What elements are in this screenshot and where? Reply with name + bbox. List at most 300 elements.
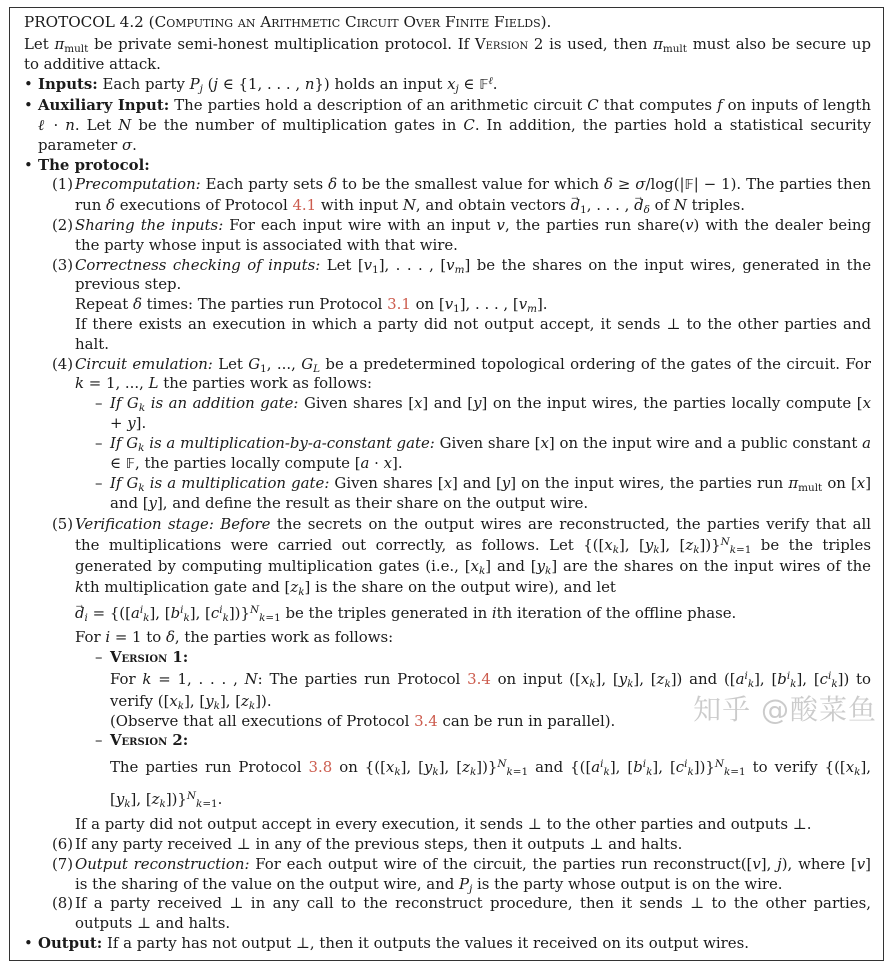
list-marker: (1) <box>52 175 74 194</box>
text-run: ] on the input wire and a public constant <box>548 433 863 452</box>
text-run: ≥ <box>612 175 636 194</box>
text-run: can be run in parallel). <box>437 711 616 730</box>
text-run: n <box>304 75 315 94</box>
text-run: ], <box>760 854 778 873</box>
text-run: ] and [ <box>485 556 537 575</box>
text-run: c <box>675 758 685 777</box>
list-marker: (8) <box>52 894 74 913</box>
text-run: z <box>290 577 299 596</box>
protocol-reference: 4.1 <box>292 196 317 215</box>
text-run: on inputs of length <box>722 96 871 115</box>
text-run: th iteration of the offline phase. <box>496 603 737 622</box>
text-run: k <box>159 798 166 811</box>
text-run: k <box>831 677 838 690</box>
text-run: i <box>491 603 497 622</box>
text-run: i <box>827 669 832 682</box>
text-run: a <box>360 453 370 472</box>
text-content <box>75 355 871 393</box>
list-marker: (3) <box>52 255 74 274</box>
text-run: Repeat <box>75 295 133 314</box>
text-run: . Let <box>74 115 119 134</box>
text-run: =1 <box>265 611 281 624</box>
protocol-reference: 3.1 <box>387 295 411 314</box>
list-marker: – <box>95 474 103 493</box>
text-run: L <box>313 362 321 375</box>
step-2-sharing-inputs <box>23 216 871 256</box>
text-run: z <box>151 790 160 809</box>
protocol-box <box>9 7 884 961</box>
text-run: k <box>612 543 620 556</box>
step-5-for-loop <box>23 628 871 648</box>
text-run: to be the smallest value for which <box>337 175 604 194</box>
text-run: , and obtain vectors <box>415 196 571 215</box>
text-run: to verify {([ <box>745 758 846 777</box>
text-run: c <box>210 603 220 622</box>
text-run: k <box>259 611 266 624</box>
step-5-verification <box>23 514 871 598</box>
text-run: ℓ <box>38 115 47 134</box>
text-run: If G <box>110 474 139 493</box>
text-run: δ <box>603 175 613 194</box>
text-run: ], [ <box>633 669 657 688</box>
text-run: Output: <box>38 933 103 952</box>
text-run: Sharing the inputs: <box>75 215 224 234</box>
text-run: z <box>685 535 694 554</box>
text-run: ] is the sharing of the value on the output wire, and <box>75 854 871 893</box>
text-content <box>110 434 871 472</box>
protocol-intro <box>23 35 871 75</box>
text-run: For <box>110 669 143 688</box>
text-run: N <box>118 115 132 134</box>
text-run: . <box>132 135 137 154</box>
text-run: ], [ <box>110 758 871 809</box>
text-run: Given share [ <box>434 433 541 452</box>
text-run: x <box>383 453 393 472</box>
text-run: ] and [ <box>422 394 474 413</box>
text-run: ])} <box>228 603 250 622</box>
text-run: π <box>54 34 65 53</box>
text-run: is a multiplication-by-a-constant gate: <box>144 433 435 452</box>
list-marker: • <box>24 75 33 94</box>
gate-mult-constant <box>23 434 871 475</box>
text-run: 𝔽 <box>684 177 694 194</box>
text-run: v <box>752 854 761 873</box>
text-run: ] on the input wires, the parties run <box>510 474 789 493</box>
text-content <box>24 13 551 31</box>
step-1-precomputation <box>23 175 871 216</box>
text-run: x <box>385 758 395 777</box>
text-run: x <box>580 669 590 688</box>
text-run: }) holds an input <box>314 75 448 94</box>
text-run: Auxiliary Input: <box>38 96 170 115</box>
text-run: is used, then <box>543 34 654 53</box>
text-run: , ..., <box>266 354 302 373</box>
text-run: Correctness checking of inputs: <box>75 255 321 274</box>
text-run: x <box>862 394 871 413</box>
text-run: i <box>219 603 223 616</box>
protocol-reference: 3.4 <box>414 711 438 730</box>
text-run: · <box>369 453 384 472</box>
text-run: ], . . . , [ <box>459 295 519 314</box>
text-run: on [ <box>410 295 445 314</box>
text-run: m <box>454 263 465 276</box>
text-run: ])} <box>699 535 721 554</box>
text-run: k <box>589 677 596 690</box>
text-run: =1 <box>736 543 752 556</box>
text-run: 1 <box>372 263 379 276</box>
text-run: Let [ <box>320 255 364 274</box>
text-run: b <box>633 758 643 777</box>
text-run: Let <box>212 354 249 373</box>
version-1-body <box>23 668 871 712</box>
text-run: z <box>241 691 249 710</box>
text-run: y <box>536 556 546 575</box>
text-content <box>38 156 150 174</box>
text-run: k <box>545 564 552 577</box>
text-content <box>38 934 749 952</box>
text-run: z <box>656 669 665 688</box>
text-run: a <box>862 433 871 452</box>
text-run: If a party has not output ⊥, then it outputs the values it received on its output wires. <box>102 933 749 952</box>
text-run: k <box>506 766 513 779</box>
text-run: v <box>496 215 505 234</box>
text-content <box>110 731 188 749</box>
text-run: ], . . . , [ <box>378 255 447 274</box>
text-run: k <box>646 766 653 779</box>
text-run: x <box>540 433 549 452</box>
step-5-triples-line <box>23 598 871 628</box>
list-marker: (5) <box>52 514 74 533</box>
text-run: Version 2 <box>110 731 183 750</box>
text-run: + <box>110 413 128 432</box>
text-run: must also be secure up to additive attack. <box>24 34 872 73</box>
text-run: 1 <box>580 204 587 217</box>
text-run: ]. <box>536 295 548 314</box>
version-2-header <box>23 731 871 751</box>
text-run: is the party whose output is on the wire. <box>472 874 783 893</box>
text-run: mult <box>798 482 823 495</box>
text-run: N <box>497 757 507 770</box>
list-marker: (6) <box>52 834 74 853</box>
text-run: k <box>729 543 737 556</box>
text-run: is a multiplication gate: <box>144 474 330 493</box>
text-run: k <box>687 766 694 779</box>
text-run: δ <box>328 175 338 194</box>
text-run: C <box>463 115 475 134</box>
text-run: For each output wire of the circuit, the parties run reconstruct([ <box>249 854 753 873</box>
text-run: σ <box>122 135 133 154</box>
text-run: Circuit emulation: <box>75 354 213 373</box>
protocol-title <box>23 13 871 33</box>
text-run: /log(| <box>645 175 685 194</box>
text-run: k <box>75 374 85 393</box>
bullet-inputs <box>23 75 871 96</box>
text-run: For <box>75 627 106 646</box>
step-7-output-reconstruction <box>23 855 871 895</box>
text-run: mult <box>64 42 89 55</box>
list-marker: – <box>95 647 103 666</box>
text-run: k <box>183 611 190 624</box>
text-run: (Observe that all executions of Protocol <box>110 711 415 730</box>
text-run: ], [ <box>754 669 778 688</box>
text-run: δ <box>165 627 175 646</box>
text-content <box>75 815 811 833</box>
text-run: Version 2 <box>474 34 544 53</box>
gate-addition <box>23 394 871 434</box>
text-run: G <box>248 354 261 373</box>
text-run: 𝔽 <box>125 455 135 472</box>
text-run: , . . . , <box>586 196 635 215</box>
list-marker: – <box>95 731 103 750</box>
text-run: For each input wire with an input <box>223 215 497 234</box>
text-run: i <box>744 669 748 682</box>
text-run: ( <box>202 75 214 94</box>
text-run: k <box>653 543 660 556</box>
text-run: , the parties work as follows: <box>174 627 394 646</box>
text-content <box>75 628 393 646</box>
text-run: ℓ <box>488 75 493 88</box>
text-run: with input <box>316 196 403 215</box>
text-run: is an addition gate: <box>145 394 299 413</box>
text-run: y <box>127 413 136 432</box>
text-run: m <box>527 303 537 316</box>
text-run: k <box>124 798 131 811</box>
text-run: N <box>714 757 724 770</box>
text-run: y <box>148 494 157 513</box>
text-run: i <box>139 603 144 616</box>
text-run: k <box>298 585 305 598</box>
step-6 <box>23 835 871 855</box>
text-run: ∈ <box>458 75 480 94</box>
text-run: ]). <box>255 691 272 710</box>
version-2-body <box>23 751 871 815</box>
text-run: = 1, ..., <box>84 374 149 393</box>
text-run: y <box>205 691 214 710</box>
text-run: y <box>473 394 482 413</box>
text-run: be the triples generated in <box>280 603 492 622</box>
text-run: ∈ <box>110 453 126 472</box>
text-run: =1 <box>730 766 746 779</box>
text-run: n <box>65 115 75 134</box>
protocol-reference: 3.8 <box>308 758 333 777</box>
text-run: ] is the share on the output wire), and let <box>304 577 616 596</box>
text-run: ])} <box>476 758 498 777</box>
text-content <box>75 295 548 316</box>
text-run: times: The parties run Protocol <box>141 295 388 314</box>
text-content <box>75 855 871 893</box>
text-run: ] are the shares on the input wires of the <box>551 556 871 575</box>
text-run: ]) and ([ <box>670 669 736 688</box>
text-run: δ <box>643 204 650 217</box>
text-run: k <box>138 441 145 454</box>
text-run: : <box>182 647 189 666</box>
text-run: a <box>130 603 140 622</box>
text-run: k <box>469 766 477 779</box>
text-run: ] be the shares on the input wires, generated in the previous step. <box>75 255 872 294</box>
text-run: . In addition, the parties hold a statistical security parameter <box>38 115 871 154</box>
text-run: x <box>414 394 423 413</box>
text-run: on [ <box>822 474 857 493</box>
bullet-the-protocol <box>23 156 871 176</box>
version-1-header <box>23 648 871 668</box>
text-run: = 1 to <box>110 627 166 646</box>
text-run: mult <box>662 42 687 55</box>
text-run: The parties hold a description of an arithmetic circuit <box>169 96 588 115</box>
text-content <box>24 35 871 73</box>
text-run: j <box>469 882 473 895</box>
text-run: k <box>222 611 229 624</box>
text-run: a <box>735 669 745 688</box>
text-run: If a party did not output accept in every execution, it sends ⊥ to the other parties and outputs ⊥. <box>75 815 812 834</box>
list-marker: (2) <box>52 215 74 234</box>
bullet-auxiliary-input <box>23 96 871 155</box>
text-run: N <box>186 789 197 802</box>
text-run: i <box>180 603 184 616</box>
text-run: x <box>443 474 452 493</box>
text-run: . <box>217 790 223 809</box>
text-content <box>38 75 498 96</box>
text-run: x <box>856 474 866 493</box>
text-run: ). <box>540 13 552 31</box>
text-content <box>110 757 871 811</box>
text-run: executions of Protocol <box>115 196 293 215</box>
text-run: v <box>444 295 454 314</box>
text-run: → d <box>75 598 85 628</box>
text-run: k <box>693 543 700 556</box>
step-3-correctness-checking <box>23 256 871 296</box>
text-run: c <box>819 669 828 688</box>
text-run: Given shares [ <box>298 394 415 413</box>
text-run: be a predetermined topological ordering of the gates of the circuit. For <box>320 354 871 373</box>
text-run: k <box>664 677 671 690</box>
text-run: of <box>649 196 674 215</box>
text-run: Precomputation: <box>75 175 201 194</box>
text-run: k <box>603 766 610 779</box>
text-content <box>75 515 871 596</box>
text-run: Each party <box>97 75 190 94</box>
text-run: , the parties locally compute [ <box>134 453 361 472</box>
text-run: ] and [ <box>451 474 502 493</box>
text-run: Output reconstruction: <box>75 854 250 873</box>
text-run: N <box>402 196 416 215</box>
text-run: ], [ <box>149 603 171 622</box>
text-run: δ <box>106 196 116 215</box>
step-8 <box>23 894 871 934</box>
text-run: Given shares [ <box>329 474 444 493</box>
text-run: b <box>777 669 787 688</box>
text-run: j <box>199 83 203 96</box>
text-run: k <box>747 677 755 690</box>
text-content <box>75 894 871 932</box>
text-run: 1 <box>453 303 460 316</box>
text-run: ], [ <box>659 535 686 554</box>
text-run: ], [ <box>189 603 211 622</box>
text-run: k <box>432 766 439 779</box>
text-run: = {([ <box>87 603 131 622</box>
text-run: x <box>447 75 456 94</box>
text-run: : <box>182 731 189 750</box>
text-content <box>38 96 871 154</box>
text-run: ], [ <box>652 758 676 777</box>
text-content <box>75 835 682 853</box>
text-run: on {([ <box>332 758 386 777</box>
text-run: Version 1 <box>110 647 183 666</box>
text-content <box>110 474 871 512</box>
list-marker: • <box>24 155 33 174</box>
text-run: N <box>249 603 260 616</box>
text-run: k <box>138 482 145 495</box>
text-run: k <box>723 766 731 779</box>
text-run: ], [ <box>438 758 463 777</box>
text-run: and {([ <box>528 758 592 777</box>
text-run: ] on the input wires, the parties locally compute [ <box>481 394 863 413</box>
text-run: i <box>642 757 647 770</box>
text-content <box>75 604 736 622</box>
text-run: x <box>845 758 855 777</box>
text-run: k <box>213 699 220 712</box>
text-run: ], [ <box>796 669 820 688</box>
text-run: ], and define the result as their share on the output wire. <box>156 494 589 513</box>
text-run: ]) to verify ([ <box>110 669 872 710</box>
text-run: Each party sets <box>200 175 329 194</box>
text-run: y <box>501 474 511 493</box>
text-run: N <box>720 535 730 548</box>
text-run: ]. <box>392 453 403 472</box>
text-run: ) with the dealer being the party whose input is associated with that wire. <box>75 215 871 254</box>
text-run: , the parties run share( <box>504 215 686 234</box>
text-run: δ <box>132 295 142 314</box>
text-run: N <box>244 669 258 688</box>
text-run: i <box>786 669 791 682</box>
text-run: ∈ {1, . . . , <box>218 75 305 94</box>
text-run: The parties run Protocol <box>110 758 309 777</box>
text-run: ], [ <box>619 535 645 554</box>
text-run: v <box>685 215 694 234</box>
text-run: . <box>492 75 498 94</box>
text-run: the secrets on the output wires are reconstructed, the parties verify that all the multiplications were carried out correctly, as follows. Let {([ <box>75 514 871 554</box>
text-run: π <box>653 34 663 53</box>
text-run: π <box>788 474 799 493</box>
text-content <box>75 216 871 254</box>
text-run: on input ([ <box>490 669 581 688</box>
list-marker: (7) <box>52 854 74 873</box>
text-run: be private semi-honest multiplication protocol. If <box>88 34 475 53</box>
text-run: Inputs: <box>38 75 98 94</box>
text-run: L <box>148 374 159 393</box>
document-blocks <box>23 13 871 954</box>
list-marker: – <box>95 433 103 452</box>
text-run: If any party received ⊥ in any of the previous steps, then it outputs ⊥ and halts. <box>75 834 683 853</box>
text-run: k <box>142 669 152 688</box>
text-run: 1 <box>260 362 267 375</box>
text-run: y <box>115 790 125 809</box>
text-run: → d <box>571 196 581 216</box>
text-run: Let <box>24 34 55 53</box>
text-run: G <box>301 354 314 373</box>
list-marker: • <box>24 933 33 952</box>
text-run: k <box>138 402 146 415</box>
text-run: k <box>143 611 150 624</box>
text-content <box>75 315 871 353</box>
text-run: x <box>470 556 479 575</box>
text-content <box>110 648 188 666</box>
text-run: a <box>591 758 601 777</box>
text-run: y <box>424 758 433 777</box>
text-run: k <box>854 766 861 779</box>
text-run: be the triples generated by computing multiplication gates (i.e., [ <box>75 535 872 575</box>
text-run: b <box>170 603 181 622</box>
text-content <box>75 175 871 217</box>
